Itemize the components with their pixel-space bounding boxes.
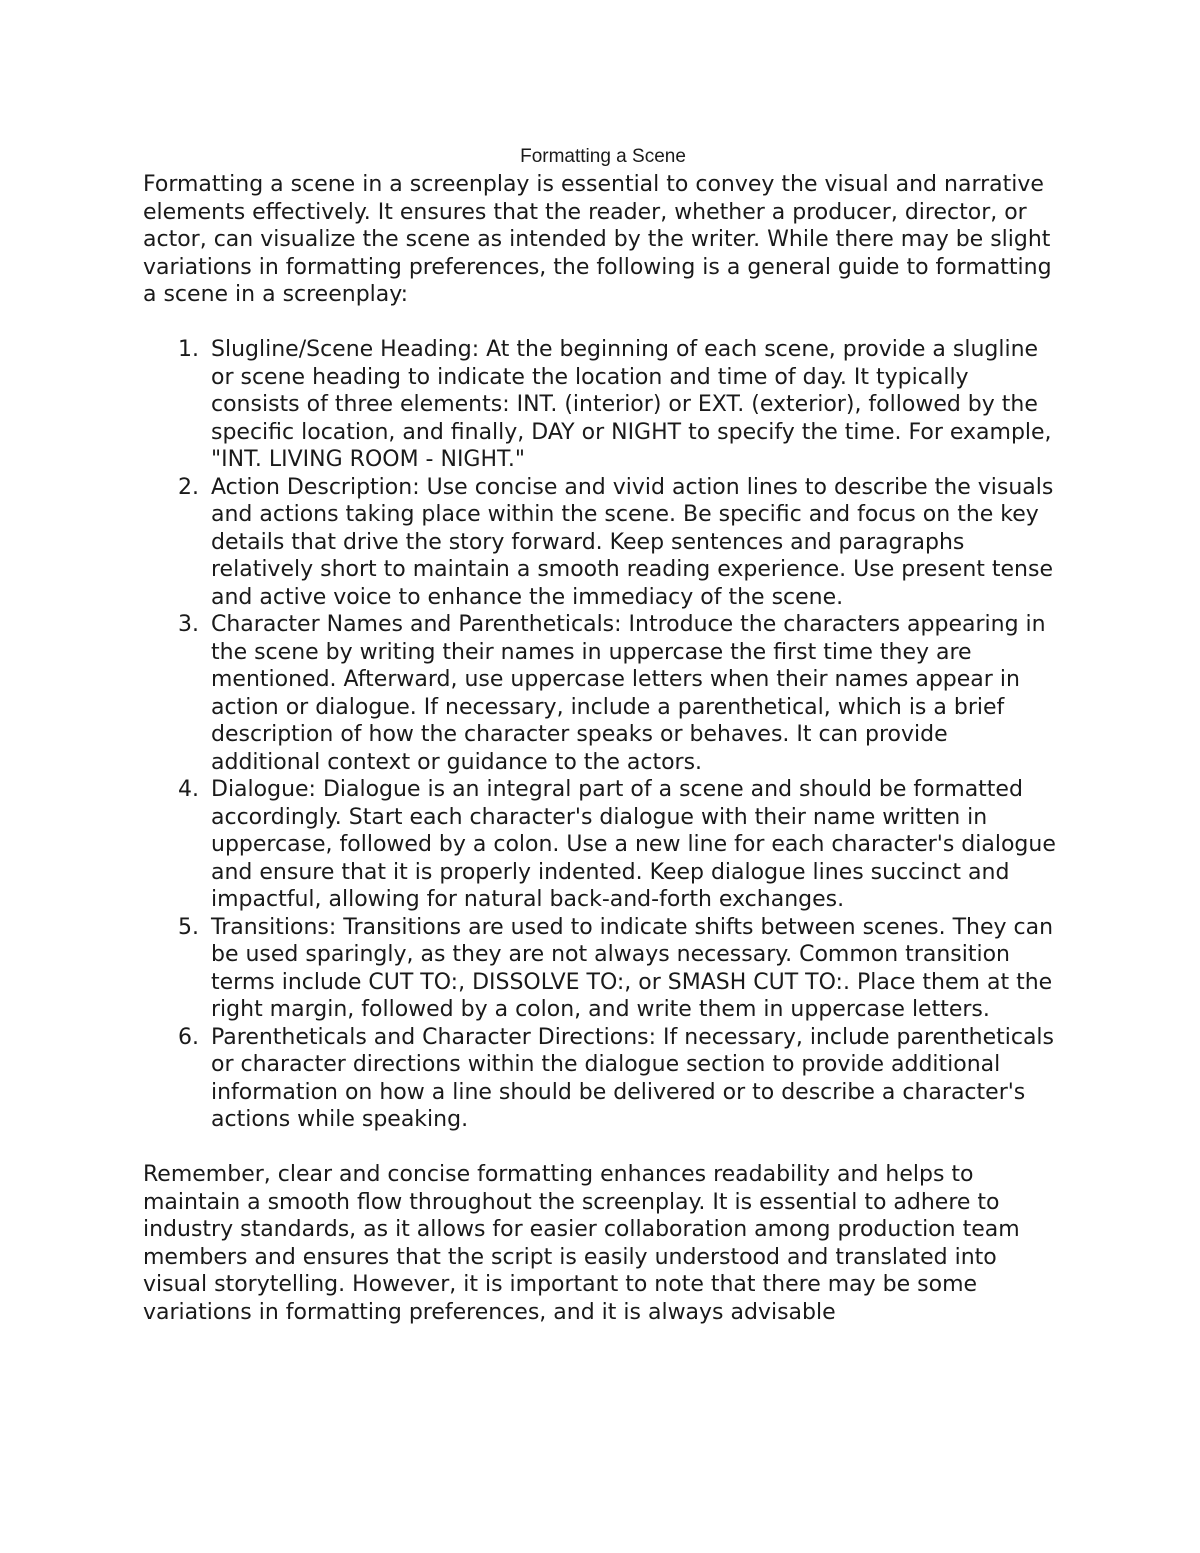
- list-item-text: Character Names and Parentheticals: Introduce the characters appearing in the scene by writing their names in uppercase the first time they are mentioned. Afterward, use uppercase letters when their names appear in action or dialogue. If necessary, include a parenthetical, which is a brief description of how the character speaks or behaves. It can provide additional context or guidance to the actors.: [211, 612, 1046, 775]
- list-item: [143, 1024, 1063, 1134]
- conclusion-paragraph: Remember, clear and concise formatting enhances readability and helps to maintain a smooth flow throughout the screenplay. It is essential to adhere to industry standards, as it allows for easier collaboration among production team members and ensures that the script is easily understood and translated into visual storytelling. However, it is important to note that there may be some variations in formatting preferences, and it is always advisable: [143, 1162, 1020, 1325]
- list-item: [143, 474, 1063, 612]
- list-item: [143, 776, 1063, 914]
- list-item: [143, 336, 1063, 474]
- list-item-text: Dialogue: Dialogue is an integral part of a scene and should be formatted accordingly. Start each character's dialogue with their name written in uppercase, followed by a colon. Use a new line for each character's dialogue and ensure that it is properly indented. Keep dialogue lines succinct and impactful, allowing for natural back-and-forth exchanges.: [211, 777, 1056, 912]
- intro-paragraph: Formatting a scene in a screenplay is essential to convey the visual and narrative elements effectively. It ensures that the reader, whether a producer, director, or actor, can visualize the scene as intended by the writer. While there may be slight variations in formatting preferences, the following is a general guide to formatting a scene in a screenplay:: [143, 172, 1052, 307]
- list-item-text: Parentheticals and Character Directions: If necessary, include parentheticals or character directions within the dialogue section to provide additional information on how a line should be delivered or to describe a character's actions while speaking.: [211, 1024, 1055, 1132]
- list-item: [143, 914, 1063, 1024]
- list-item-text: Action Description: Use concise and vivid action lines to describe the visuals and actions taking place within the scene. Be specific and focus on the key details that drive the story forward. Keep sentences and paragraphs relatively short to maintain a smooth reading experience. Use present tense and active voice to enhance the immediacy of the scene.: [211, 474, 1054, 610]
- list-item: [143, 611, 1063, 776]
- list-item-number: 5.: [178, 914, 199, 940]
- document-title: Formatting a Scene: [520, 146, 686, 167]
- list-item-text: Slugline/Scene Heading: At the beginning of each scene, provide a slugline or scene heading to indicate the location and time of day. It typically consists of three elements: INT. (interior) or EXT. (exterior), followed by the specific location, and finally, DAY or NIGHT to specify the time. For example, "INT. LIVING ROOM - NIGHT.": [211, 337, 1052, 472]
- list-item-number: 3.: [178, 612, 199, 637]
- formatting-steps-list: [143, 336, 1063, 1134]
- list-item-number: 1.: [178, 337, 199, 362]
- document-page: [143, 143, 1063, 1326]
- list-item-text: Transitions: Transitions are used to indicate shifts between scenes. They can be used sparingly, as they are not always necessary. Common transition terms include CUT TO:, DISSOLVE TO:, or SMASH CUT TO:. Place them at the right margin, followed by a colon, and write them in uppercase letters.: [211, 914, 1054, 1022]
- list-item-number: 6.: [178, 1024, 199, 1050]
- list-item-number: 4.: [178, 777, 199, 802]
- list-item-number: 2.: [178, 474, 199, 500]
